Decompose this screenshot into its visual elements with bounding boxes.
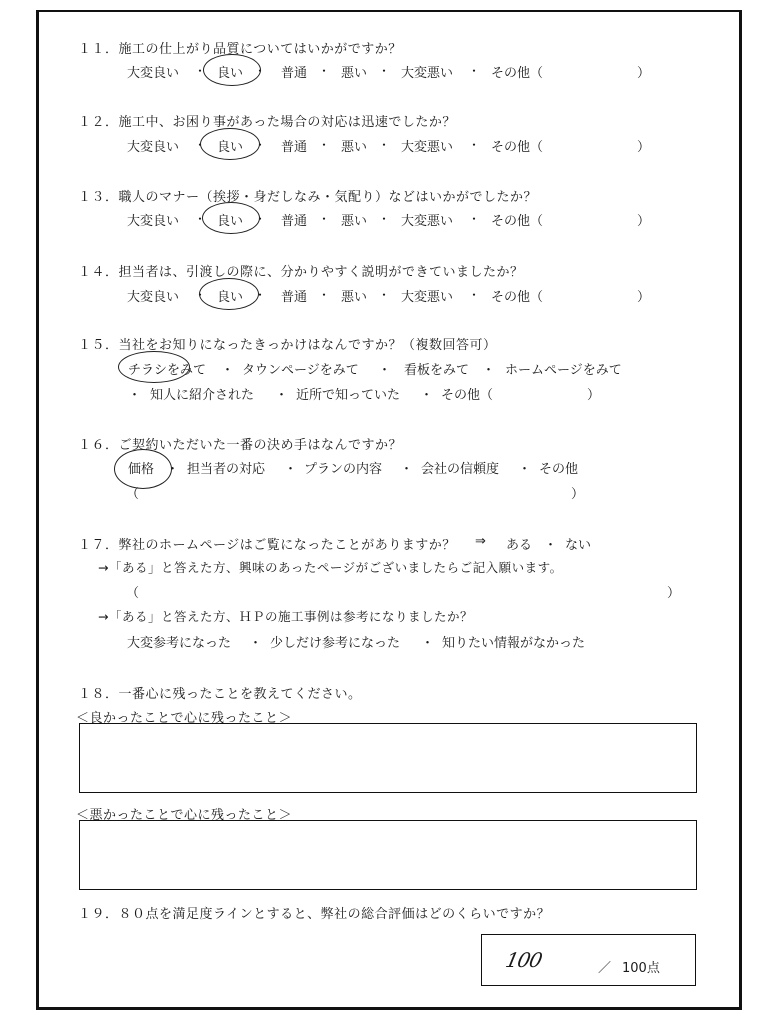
- q15-separator: ・: [275, 388, 289, 403]
- question-18: １８．一番心に残ったことを教えてください。: [78, 687, 362, 702]
- question-11: １１．施工の仕上がり品質についてはいかがですか？: [78, 42, 402, 57]
- q14-option-bad[interactable]: 悪い: [341, 290, 368, 305]
- arrow-icon: ⇒: [475, 534, 486, 549]
- q12-option-very-bad[interactable]: 大変悪い: [401, 140, 454, 155]
- q11-close-paren: ）: [637, 66, 651, 81]
- q12-option-good[interactable]: 良い: [217, 140, 244, 155]
- q13-option-very-good[interactable]: 大変良い: [127, 214, 180, 229]
- q11-option-very-good[interactable]: 大変良い: [127, 66, 180, 81]
- q15-separator: ・: [128, 388, 142, 403]
- q15-separator: ・: [482, 363, 496, 378]
- q17-option-not-helpful[interactable]: 知りたい情報がなかった: [442, 636, 586, 651]
- q11-option-other[interactable]: その他（: [491, 66, 544, 81]
- q16-option-price[interactable]: 価格: [128, 462, 155, 477]
- q11-option-normal[interactable]: 普通: [281, 66, 308, 81]
- q18-good-label: ＜良かったことで心に残ったこと＞: [76, 711, 293, 726]
- q14-close-paren: ）: [637, 290, 651, 305]
- q16-selection-circle: [114, 449, 172, 489]
- q14-option-very-bad[interactable]: 大変悪い: [401, 290, 454, 305]
- q17-separator: ・: [249, 636, 263, 651]
- q16-separator: ・: [518, 462, 532, 477]
- q16-option-other[interactable]: その他: [539, 462, 579, 477]
- q11-option-bad[interactable]: 悪い: [341, 66, 368, 81]
- q16-option-staff[interactable]: 担当者の対応: [187, 462, 266, 477]
- q15-option-neighborhood[interactable]: 近所で知っていた: [296, 388, 401, 403]
- question-17: １７．弊社のホームページはご覧になったことがありますか？: [78, 538, 456, 553]
- q15-separator: ・: [378, 363, 392, 378]
- q13-option-bad[interactable]: 悪い: [341, 214, 368, 229]
- q15-option-acquaintance[interactable]: 知人に紹介された: [150, 388, 255, 403]
- q12-option-bad[interactable]: 悪い: [341, 140, 368, 155]
- q15-close-paren: ）: [587, 388, 601, 403]
- q17-sub-question-1: →「ある」と答えた方、興味のあったページがございましたらご記入願います。: [98, 560, 563, 575]
- q15-option-homepage[interactable]: ホームページをみて: [505, 363, 622, 378]
- q13-option-good[interactable]: 良い: [217, 214, 244, 229]
- q17-option-very-helpful[interactable]: 大変参考になった: [127, 636, 232, 651]
- q12-option-very-good[interactable]: 大変良い: [127, 140, 180, 155]
- q16-separator: ・: [166, 462, 180, 477]
- question-15: １５．当社をお知りになったきっかけはなんですか？（複数回答可）: [78, 338, 497, 353]
- q12-close-paren: ）: [637, 140, 651, 155]
- question-19: １９．８０点を満足度ラインとすると、弊社の総合評価はどのくらいですか？: [78, 907, 551, 922]
- q15-option-flyer[interactable]: チラシをみて: [128, 363, 207, 378]
- q13-option-other[interactable]: その他（: [491, 214, 544, 229]
- q12-option-normal[interactable]: 普通: [281, 140, 308, 155]
- q14-option-good[interactable]: 良い: [217, 290, 244, 305]
- question-14: １４．担当者は、引渡しの際に、分かりやすく説明ができていましたか？: [78, 265, 524, 280]
- q11-option-good[interactable]: 良い: [217, 66, 244, 81]
- q16-separator: ・: [284, 462, 298, 477]
- q14-selection-circle: [199, 278, 259, 310]
- q17-separator: ・: [421, 636, 435, 651]
- q12-selection-circle: [200, 128, 260, 160]
- q18-good-answer-box[interactable]: [79, 723, 697, 793]
- q14-option-other[interactable]: その他（: [491, 290, 544, 305]
- q13-option-normal[interactable]: 普通: [281, 214, 308, 229]
- q19-max-score: 100点: [622, 961, 660, 976]
- q17-sub-question-2: →「ある」と答えた方、ＨＰの施工事例は参考になりましたか？: [98, 609, 473, 624]
- q13-option-very-bad[interactable]: 大変悪い: [401, 214, 454, 229]
- q18-bad-label: ＜悪かったことで心に残ったこと＞: [76, 808, 293, 823]
- q17-option-yes[interactable]: ある: [506, 538, 533, 553]
- q17-option-no[interactable]: ない: [565, 538, 592, 553]
- q11-selection-circle: [203, 54, 261, 86]
- q11-option-very-bad[interactable]: 大変悪い: [401, 66, 454, 81]
- q16-close-paren: ）: [571, 487, 585, 502]
- q16-open-paren: （: [126, 487, 140, 502]
- q12-option-other[interactable]: その他（: [491, 140, 544, 155]
- q19-slash: ／: [598, 961, 612, 976]
- q19-handwritten-score: 100: [503, 948, 544, 972]
- q14-option-very-good[interactable]: 大変良い: [127, 290, 180, 305]
- q17-option-somewhat-helpful[interactable]: 少しだけ参考になった: [270, 636, 401, 651]
- q15-selection-circle: [118, 351, 190, 383]
- q16-option-trust[interactable]: 会社の信頼度: [421, 462, 500, 477]
- q18-bad-answer-box[interactable]: [79, 820, 697, 890]
- q15-separator: ・: [420, 388, 434, 403]
- q17-sub1-close-paren: ）: [667, 586, 681, 601]
- q15-option-signboard[interactable]: 看板をみて: [404, 363, 470, 378]
- q13-selection-circle: [202, 202, 260, 234]
- q15-option-other[interactable]: その他（: [441, 388, 494, 403]
- q15-option-town-page[interactable]: タウンページをみて: [242, 363, 359, 378]
- q13-close-paren: ）: [637, 214, 651, 229]
- question-16: １６．ご契約いただいた一番の決め手はなんですか？: [78, 438, 403, 453]
- q17-sub1-open-paren: （: [126, 586, 140, 601]
- q17-separator: ・: [544, 538, 558, 553]
- q16-separator: ・: [400, 462, 414, 477]
- q15-separator: ・: [221, 363, 235, 378]
- q16-option-plan[interactable]: プランの内容: [304, 462, 383, 477]
- q14-option-normal[interactable]: 普通: [281, 290, 308, 305]
- question-12: １２．施工中、お困り事があった場合の対応は迅速でしたか？: [78, 115, 456, 130]
- question-13: １３．職人のマナー（挨拶・身だしなみ・気配り）などはいかがでしたか？: [78, 190, 538, 205]
